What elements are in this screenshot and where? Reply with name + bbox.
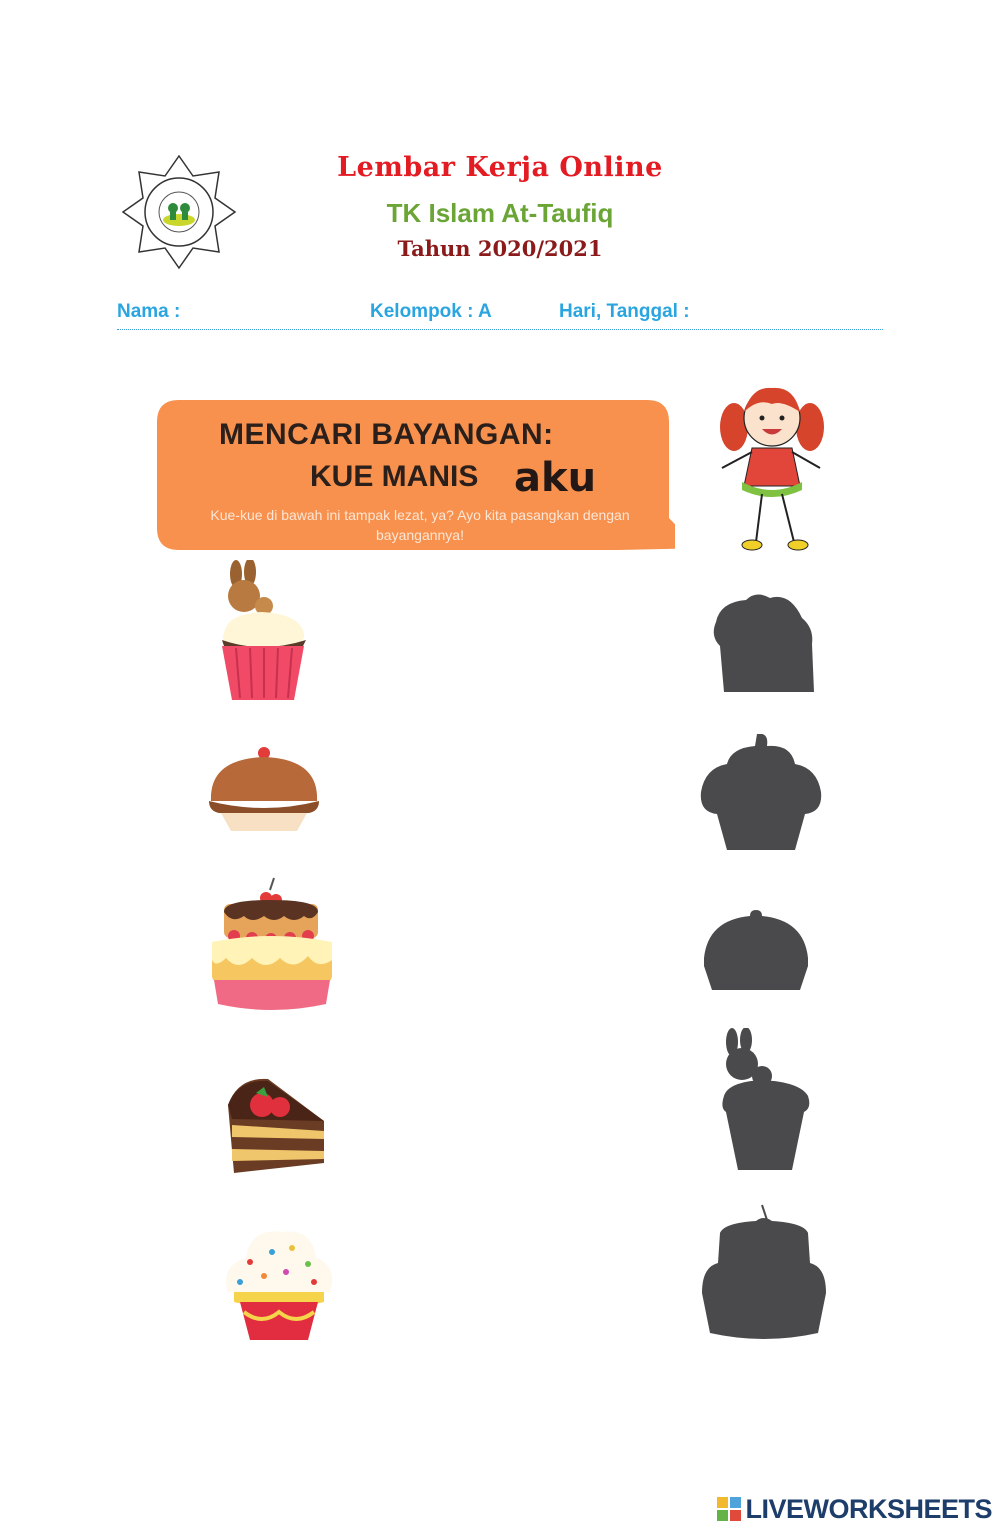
footer-brand xyxy=(717,1493,992,1525)
layer-cake-shadow[interactable] xyxy=(700,1203,828,1343)
banner-title-line2: KUE MANIS xyxy=(310,460,479,493)
school-name: TK Islam At-Taufiq xyxy=(386,198,614,228)
layer-cake-image[interactable] xyxy=(208,876,336,1014)
liveworksheets-logo-icon xyxy=(717,1497,741,1521)
worksheet-title: Lembar Kerja Online xyxy=(337,152,663,183)
cake-slice-image[interactable] xyxy=(218,1075,328,1177)
nama-label: Nama : xyxy=(117,301,181,322)
cupcake-shadow-2[interactable] xyxy=(697,734,825,852)
kelompok-label: Kelompok : A xyxy=(370,301,492,322)
cupcake-shadow-1[interactable] xyxy=(710,592,818,694)
banner-description: Kue-kue di bawah ini tampak lezat, ya? Ayo kita pasangkan dengan bayangannya! xyxy=(210,507,630,543)
banner-title-line1: MENCARI BAYANGAN: xyxy=(219,418,554,451)
bunny-cupcake-image[interactable] xyxy=(212,560,312,708)
hari-tanggal-label: Hari, Tanggal : xyxy=(559,301,690,322)
school-year: Tahun 2020/2021 xyxy=(397,236,603,261)
bunny-shadow[interactable] xyxy=(718,1028,812,1172)
student-info-row xyxy=(117,301,883,330)
footer-brand-text: LIVEWORKSHEETS xyxy=(745,1493,992,1524)
sprinkle-cupcake-image[interactable] xyxy=(220,1222,338,1344)
girl-illustration xyxy=(712,382,832,557)
muffin-image[interactable] xyxy=(205,745,323,835)
muffin-shadow[interactable] xyxy=(700,910,812,992)
banner-title-word: aku xyxy=(514,455,597,501)
